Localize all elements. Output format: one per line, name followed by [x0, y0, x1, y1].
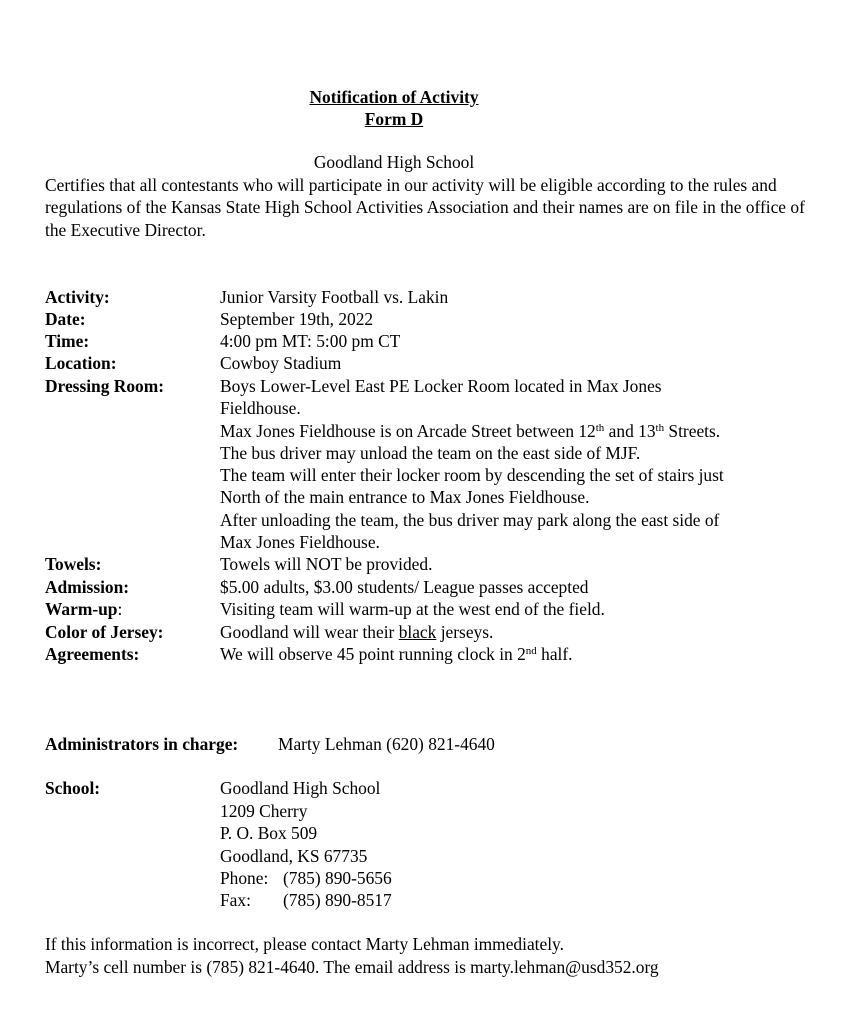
dressing-room-note: After unloading the team, the bus driver may park along the east side of [220, 510, 720, 530]
dressing-room-note: North of the main entrance to Max Jones Fieldhouse. [220, 487, 590, 507]
jersey-text: jerseys. [436, 622, 494, 642]
location-label: Location: [45, 353, 117, 373]
school-address-line: Goodland High School [220, 778, 381, 798]
dressing-room-note: Max Jones Fieldhouse. [220, 532, 380, 552]
admission-value: $5.00 adults, $3.00 students/ League passes accepted [220, 577, 589, 597]
ordinal-suffix: th [595, 422, 605, 434]
ordinal-suffix: nd [525, 645, 537, 657]
agreements-label: Agreements: [45, 644, 140, 664]
footer-contact-line: Marty’s cell number is (785) 821-4640. The email address is marty.lehman@usd352.org [45, 957, 659, 977]
dressing-room-label: Dressing Room: [45, 376, 164, 396]
footer-contact-line: If this information is incorrect, please contact Marty Lehman immediately. [45, 934, 564, 954]
dressing-room-line: Fieldhouse. [220, 398, 301, 418]
school-fax-value: (785) 890-8517 [283, 890, 392, 910]
school-address-line: 1209 Cherry [220, 801, 308, 821]
dressing-room-note: The team will enter their locker room by descending the set of stairs just [220, 465, 724, 485]
jersey-text: Goodland will wear their [220, 622, 399, 642]
form-title: Notification of Activity [309, 87, 479, 107]
location-value: Cowboy Stadium [220, 353, 342, 373]
school-fax-label: Fax: [220, 890, 251, 910]
ordinal-suffix: th [655, 422, 665, 434]
warmup-label-text: Warm-up [45, 599, 118, 619]
administrators-value: Marty Lehman (620) 821-4640 [278, 734, 495, 754]
agreements-text: We will observe 45 point running clock in 2 [220, 644, 526, 664]
school-name: Goodland High School [313, 152, 475, 172]
admission-label: Admission: [45, 577, 130, 597]
certification-paragraph: Certifies that all contestants who will participate in our activity will be eligible according to the rules and regulations of the Kansas State High School Activities Association and their names are on file in the office of the Executive Director. [45, 175, 805, 240]
time-value: 4:00 pm MT: 5:00 pm CT [220, 331, 401, 351]
warmup-label-colon: : [117, 599, 123, 619]
school-phone-value: (785) 890-5656 [283, 868, 392, 888]
towels-value: Towels will NOT be provided. [220, 554, 433, 574]
school-label: School: [45, 778, 101, 798]
dressing-room-line: Boys Lower-Level East PE Locker Room located in Max Jones [220, 376, 662, 396]
warmup-label [45, 598, 122, 620]
arcade-text: and 13 [604, 421, 656, 441]
towels-label: Towels: [45, 554, 102, 574]
agreements-value [220, 643, 573, 665]
form-subtitle: Form D [364, 109, 424, 129]
arcade-street-line [220, 420, 720, 442]
date-value: September 19th, 2022 [220, 309, 374, 329]
date-label: Date: [45, 309, 86, 329]
jersey-value [220, 621, 493, 643]
time-label: Time: [45, 331, 90, 351]
jersey-color: black [398, 622, 437, 642]
school-address-line: P. O. Box 509 [220, 823, 318, 843]
arcade-text: Streets. [664, 421, 721, 441]
warmup-value: Visiting team will warm-up at the west end of the field. [220, 599, 605, 619]
jersey-label: Color of Jersey: [45, 622, 164, 642]
arcade-text: Max Jones Fieldhouse is on Arcade Street between 12 [220, 421, 596, 441]
activity-value: Junior Varsity Football vs. Lakin [220, 287, 449, 307]
school-phone-label: Phone: [220, 868, 269, 888]
school-address-line: Goodland, KS 67735 [220, 846, 368, 866]
activity-label: Activity: [45, 287, 110, 307]
agreements-text: half. [536, 644, 573, 664]
dressing-room-note: The bus driver may unload the team on the east side of MJF. [220, 443, 641, 463]
administrators-label: Administrators in charge: [45, 734, 239, 754]
